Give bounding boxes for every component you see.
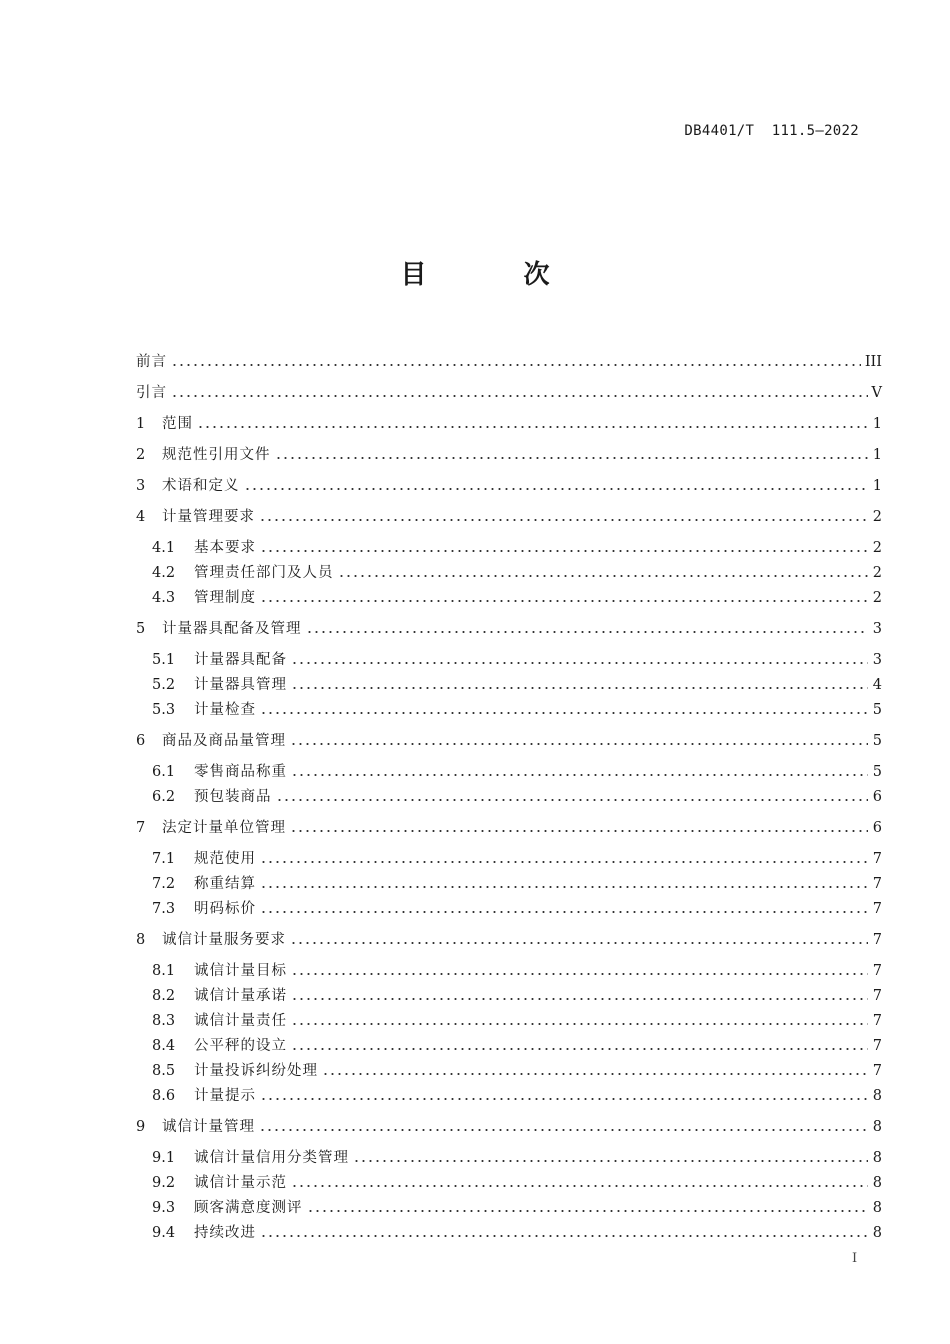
toc-entry[interactable] — [136, 445, 882, 465]
toc-entry[interactable] — [152, 1036, 882, 1056]
toc-entry-page: 1 — [872, 416, 882, 432]
toc-entry-page: 2 — [872, 540, 882, 556]
dot-leader — [290, 742, 868, 746]
toc-entry-label: 规范使用 — [194, 851, 256, 867]
dot-leader — [291, 972, 868, 976]
toc-entry[interactable] — [152, 961, 882, 981]
toc-entry[interactable] — [152, 1011, 882, 1031]
toc-entry[interactable] — [152, 1061, 882, 1081]
toc-entry-label: 诚信计量管理 — [162, 1119, 255, 1135]
dot-leader — [307, 1209, 869, 1213]
toc-entry[interactable] — [136, 507, 882, 527]
toc-entry-page: 8 — [872, 1225, 882, 1241]
toc-entry-number: 6.2 — [152, 789, 176, 805]
toc-entry-number: 2 — [136, 447, 146, 463]
toc-entry-page: 2 — [872, 590, 882, 606]
toc-entry-page: 1 — [872, 478, 882, 494]
toc-entry[interactable] — [136, 619, 882, 639]
toc-entry-label: 基本要求 — [194, 540, 256, 556]
toc-entry[interactable] — [152, 1198, 882, 1218]
toc-entry-label: 明码标价 — [194, 901, 256, 917]
toc-entry[interactable] — [136, 731, 882, 751]
toc-entry-number: 9.3 — [152, 1200, 176, 1216]
toc-entry-page: 6 — [872, 820, 882, 836]
dot-leader — [276, 798, 869, 802]
document-code: DB4401/T 111.5—2022 — [684, 123, 859, 139]
dot-leader — [259, 518, 868, 522]
toc-entry-label: 诚信计量服务要求 — [162, 932, 286, 948]
toc-entry-label: 管理制度 — [194, 590, 256, 606]
page-number: I — [852, 1251, 858, 1266]
toc-entry-page: 7 — [872, 932, 882, 948]
dot-leader — [290, 829, 868, 833]
toc-entry-page: 5 — [872, 764, 882, 780]
dot-leader — [260, 885, 868, 889]
dot-leader — [291, 997, 868, 1001]
dot-leader — [291, 773, 868, 777]
toc-entry-page: 7 — [872, 1013, 882, 1029]
dot-leader — [306, 630, 869, 634]
toc-entry[interactable] — [136, 383, 882, 403]
toc-entry-label: 计量投诉纠纷处理 — [194, 1063, 318, 1079]
toc-entry-label: 诚信计量责任 — [194, 1013, 287, 1029]
toc-entry-page: 3 — [872, 652, 882, 668]
toc-entry[interactable] — [136, 1117, 882, 1137]
toc-entry-label: 零售商品称重 — [194, 764, 287, 780]
dot-leader — [260, 549, 868, 553]
toc-entry[interactable] — [152, 762, 882, 782]
toc-entry-page: 7 — [872, 851, 882, 867]
toc-entry-label: 管理责任部门及人员 — [194, 565, 334, 581]
toc-entry-page: 2 — [872, 509, 882, 525]
toc-entry-label: 引言 — [136, 385, 167, 401]
toc-entry-page: 8 — [872, 1200, 882, 1216]
toc-entry-page: 7 — [872, 876, 882, 892]
toc-entry[interactable] — [152, 700, 882, 720]
toc-entry[interactable] — [152, 538, 882, 558]
dot-leader — [338, 574, 869, 578]
toc-entry-page: V — [871, 385, 882, 401]
toc-entry[interactable] — [152, 1223, 882, 1243]
dot-leader — [291, 1047, 868, 1051]
page-title: 目 次 — [400, 260, 594, 290]
toc-entry-number: 8.3 — [152, 1013, 176, 1029]
dot-leader — [260, 1234, 868, 1238]
toc-entry-label: 诚信计量目标 — [194, 963, 287, 979]
toc-entry-number: 9.4 — [152, 1225, 176, 1241]
toc-entry-page: 5 — [872, 733, 882, 749]
toc-entry-number: 8 — [136, 932, 146, 948]
dot-leader — [291, 686, 868, 690]
toc-entry[interactable] — [152, 874, 882, 894]
toc-entry-page: 6 — [872, 789, 882, 805]
toc-entry[interactable] — [152, 849, 882, 869]
toc-entry-page: 4 — [872, 677, 882, 693]
toc-entry-page: 5 — [872, 702, 882, 718]
toc-entry-page: 2 — [872, 565, 882, 581]
dot-leader — [259, 1128, 868, 1132]
toc-entry-number: 8.5 — [152, 1063, 176, 1079]
toc-entry-number: 5 — [136, 621, 146, 637]
toc-entry-number: 8.6 — [152, 1088, 176, 1104]
toc-entry-label: 预包装商品 — [194, 789, 272, 805]
toc-entry-number: 9.1 — [152, 1150, 176, 1166]
dot-leader — [322, 1072, 868, 1076]
toc-entry[interactable] — [152, 563, 882, 583]
toc-entry-number: 6.1 — [152, 764, 176, 780]
toc-entry[interactable] — [136, 414, 882, 434]
dot-leader — [260, 711, 868, 715]
toc-entry-label: 计量检查 — [194, 702, 256, 718]
dot-leader — [244, 487, 869, 491]
toc-entry-number: 1 — [136, 416, 146, 432]
toc-entry-label: 范围 — [162, 416, 193, 432]
toc-entry-label: 术语和定义 — [162, 478, 240, 494]
toc-entry-label: 计量器具配备 — [194, 652, 287, 668]
toc-entry-page: 8 — [872, 1150, 882, 1166]
toc-entry-label: 诚信计量信用分类管理 — [194, 1150, 349, 1166]
toc-entry-number: 7.2 — [152, 876, 176, 892]
toc-entry[interactable] — [136, 476, 882, 496]
dot-leader — [171, 394, 868, 398]
toc-entry-label: 顾客满意度测评 — [194, 1200, 303, 1216]
toc-entry-label: 诚信计量承诺 — [194, 988, 287, 1004]
toc-entry-number: 5.2 — [152, 677, 176, 693]
toc-entry-number: 5.1 — [152, 652, 176, 668]
toc-entry-label: 法定计量单位管理 — [162, 820, 286, 836]
dot-leader — [275, 456, 869, 460]
toc-entry[interactable] — [152, 675, 882, 695]
toc-entry-page: 7 — [872, 1063, 882, 1079]
toc-entry-number: 4 — [136, 509, 146, 525]
dot-leader — [171, 363, 861, 367]
toc-entry-number: 7.1 — [152, 851, 176, 867]
dot-leader — [260, 910, 868, 914]
toc-entry-page: 7 — [872, 988, 882, 1004]
toc-entry-number: 8.4 — [152, 1038, 176, 1054]
toc-entry-page: 8 — [872, 1175, 882, 1191]
toc-entry[interactable] — [152, 787, 882, 807]
toc-entry[interactable] — [152, 650, 882, 670]
toc-entry-label: 诚信计量示范 — [194, 1175, 287, 1191]
toc-entry-label: 商品及商品量管理 — [162, 733, 286, 749]
dot-leader — [353, 1159, 868, 1163]
toc-entry-page: 3 — [872, 621, 882, 637]
toc-entry-label: 计量器具管理 — [194, 677, 287, 693]
toc-entry-page: 1 — [872, 447, 882, 463]
toc-entry[interactable] — [152, 986, 882, 1006]
toc-entry-number: 9 — [136, 1119, 146, 1135]
toc-entry-label: 称重结算 — [194, 876, 256, 892]
toc-entry-number: 7 — [136, 820, 146, 836]
dot-leader — [260, 860, 868, 864]
toc-entry-number: 4.2 — [152, 565, 176, 581]
toc-entry-label: 规范性引用文件 — [162, 447, 271, 463]
toc-entry-number: 4.1 — [152, 540, 176, 556]
dot-leader — [291, 1184, 868, 1188]
toc-entry[interactable] — [152, 1173, 882, 1193]
toc-entry[interactable] — [152, 1148, 882, 1168]
dot-leader — [290, 941, 868, 945]
toc-entry-number: 7.3 — [152, 901, 176, 917]
toc-entry-number: 8.1 — [152, 963, 176, 979]
dot-leader — [260, 599, 868, 603]
toc-entry-label: 计量器具配备及管理 — [162, 621, 302, 637]
toc-entry[interactable] — [152, 588, 882, 608]
toc-entry-number: 9.2 — [152, 1175, 176, 1191]
toc-entry-label: 公平秤的设立 — [194, 1038, 287, 1054]
toc-entry-page: 7 — [872, 963, 882, 979]
toc-entry[interactable] — [136, 930, 882, 950]
toc-entry-number: 3 — [136, 478, 146, 494]
toc-entry-number: 5.3 — [152, 702, 176, 718]
toc-entry[interactable] — [152, 899, 882, 919]
toc-entry-page: III — [864, 354, 882, 370]
toc-entry-label: 前言 — [136, 354, 167, 370]
toc-entry-page: 7 — [872, 1038, 882, 1054]
dot-leader — [291, 1022, 868, 1026]
dot-leader — [260, 1097, 868, 1101]
toc-entry-page: 8 — [872, 1088, 882, 1104]
toc-entry[interactable] — [136, 352, 882, 372]
toc-entry-number: 4.3 — [152, 590, 176, 606]
toc-entry-label: 持续改进 — [194, 1225, 256, 1241]
toc-entry-number: 8.2 — [152, 988, 176, 1004]
toc-entry-page: 8 — [872, 1119, 882, 1135]
toc-entry-number: 6 — [136, 733, 146, 749]
toc-entry-label: 计量提示 — [194, 1088, 256, 1104]
dot-leader — [291, 661, 868, 665]
toc-entry[interactable] — [136, 818, 882, 838]
toc-entry[interactable] — [152, 1086, 882, 1106]
dot-leader — [197, 425, 868, 429]
toc-entry-page: 7 — [872, 901, 882, 917]
toc-entry-label: 计量管理要求 — [162, 509, 255, 525]
